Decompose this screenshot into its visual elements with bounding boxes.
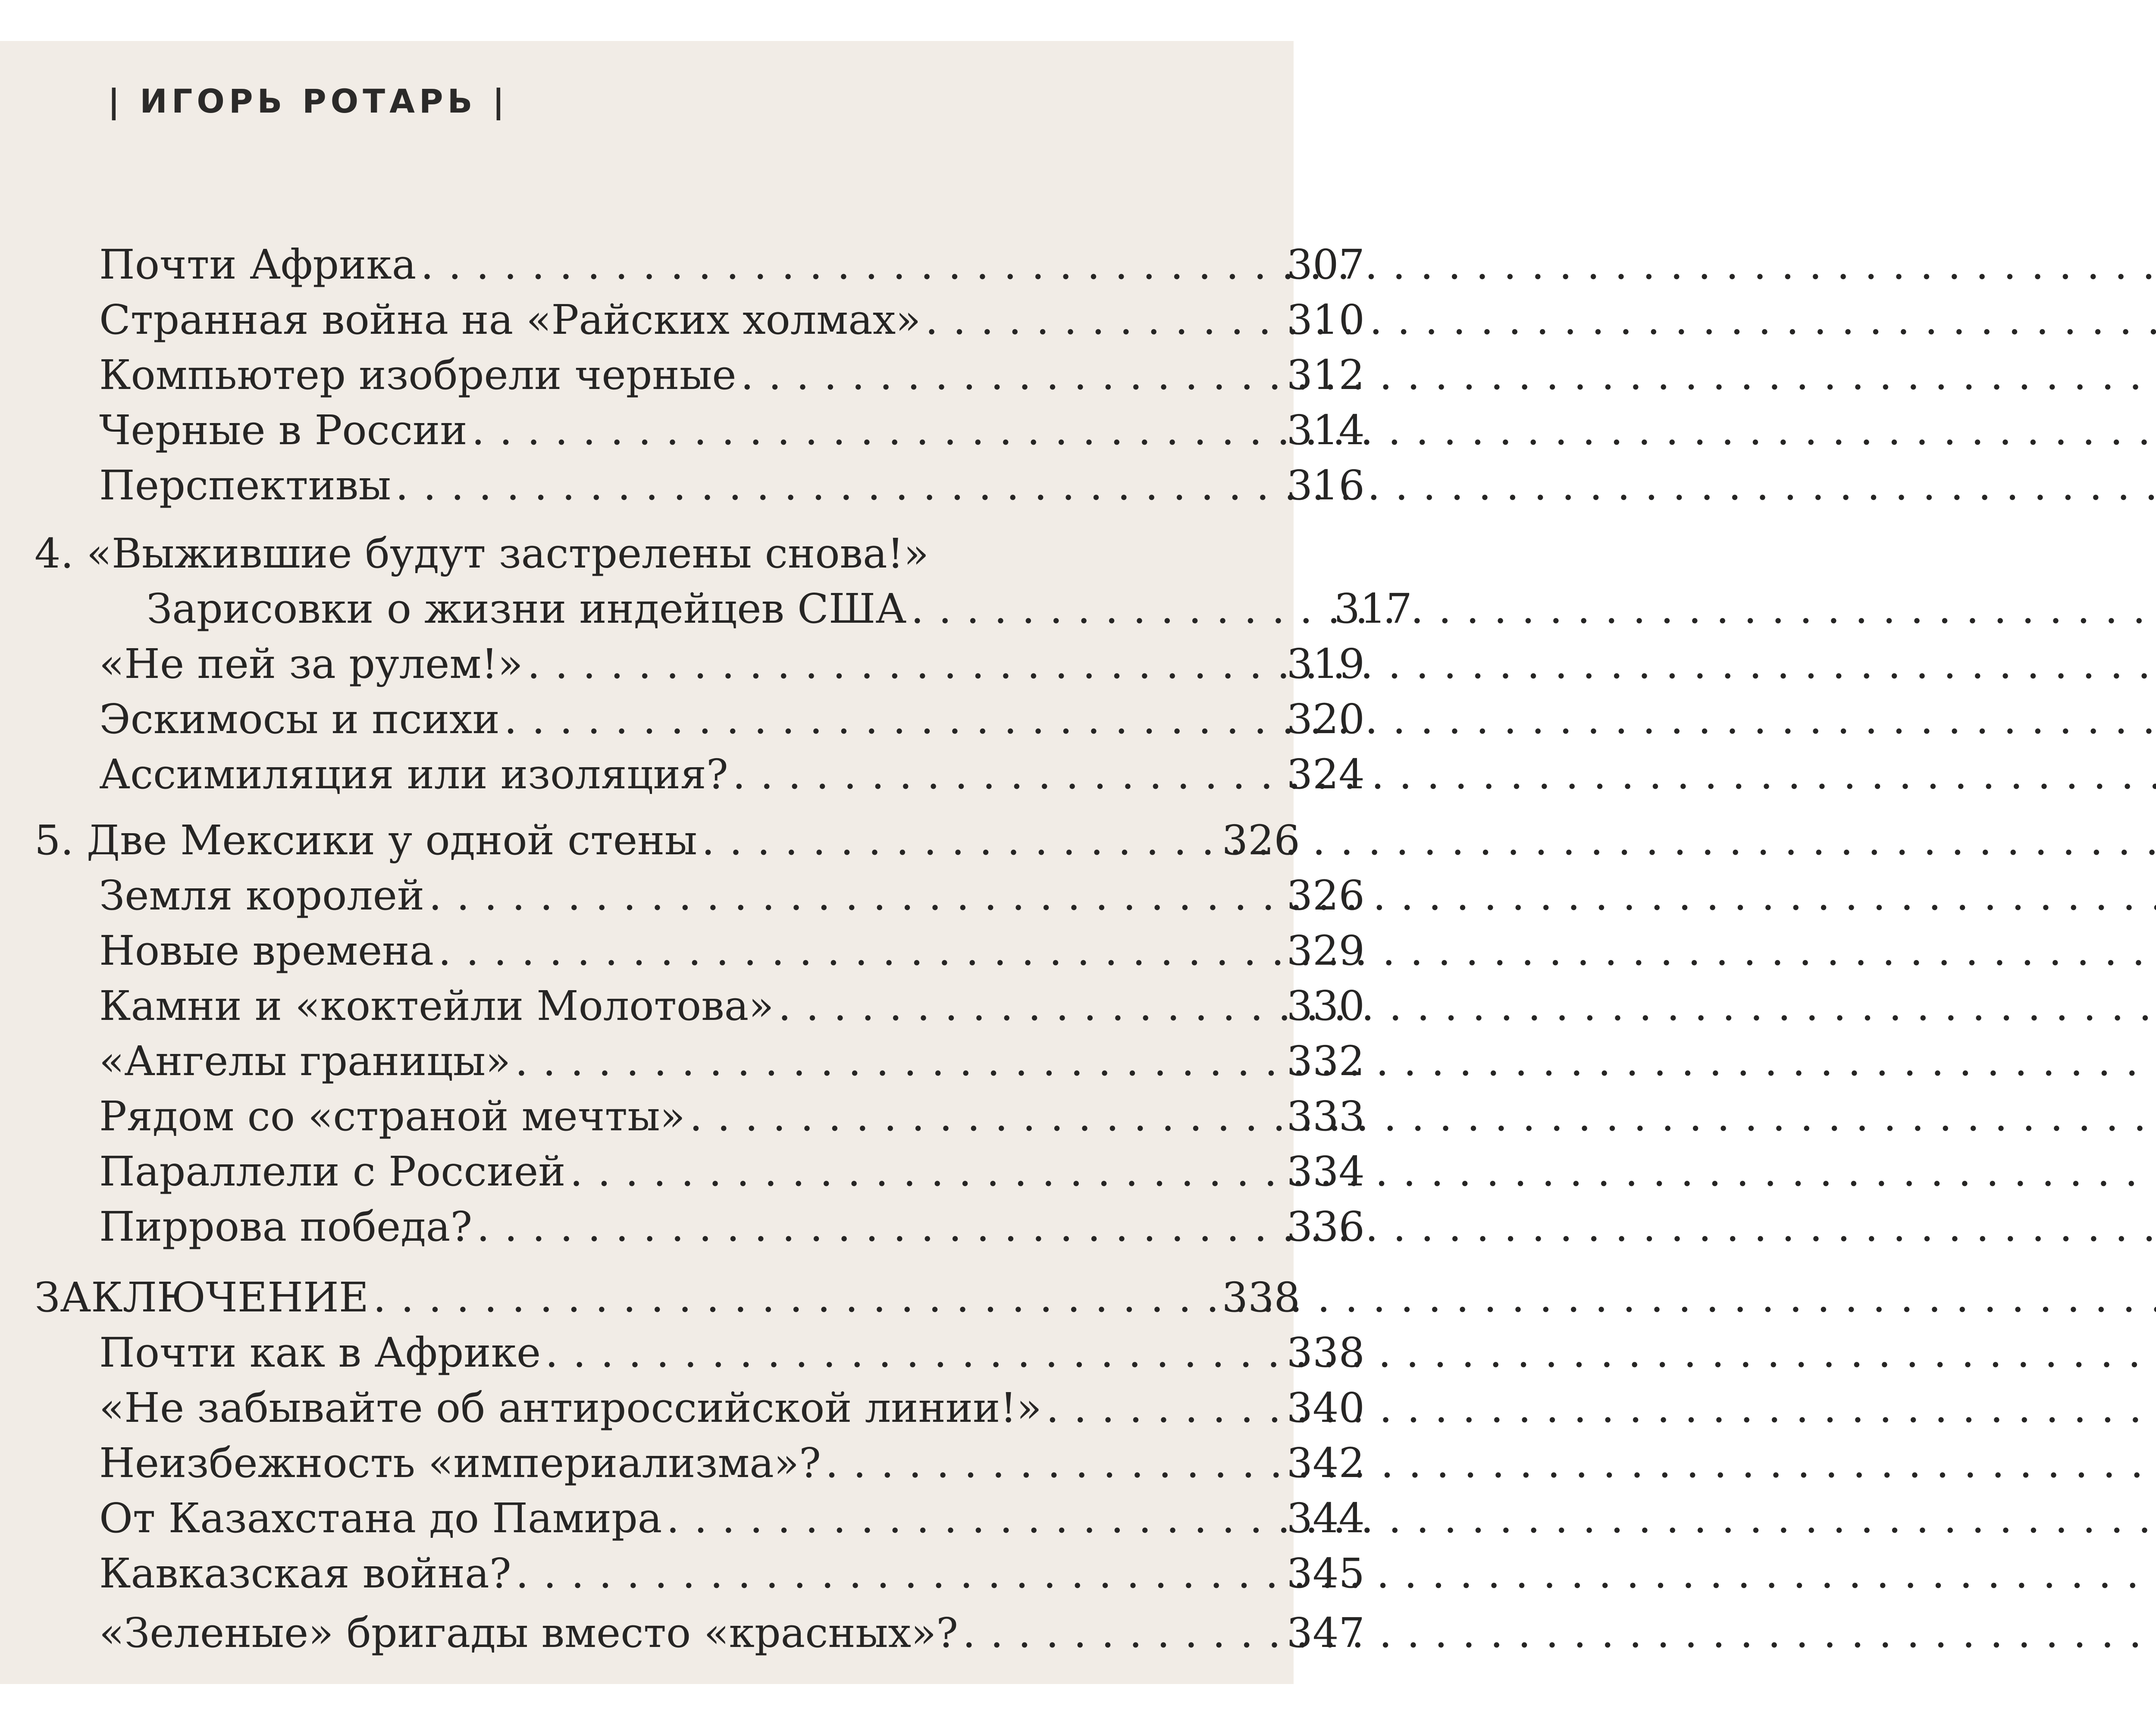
toc-entry-title: ЗАКЛЮЧЕНИЕ [34, 1274, 369, 1321]
dot-leader [438, 923, 1282, 979]
toc-entry [0, 348, 1365, 403]
toc-entry-page: 330 [1286, 982, 1365, 1030]
toc-entry [0, 747, 1365, 802]
toc-entry-page: 324 [1286, 751, 1365, 798]
toc-section-heading [0, 526, 1300, 581]
toc-entry-page: 314 [1286, 407, 1365, 454]
dot-leader [702, 813, 1218, 868]
dot-leader [925, 292, 1282, 348]
dot-leader [516, 1546, 1282, 1601]
toc-entry-title: Рядом со «страной мечты» [99, 1093, 685, 1140]
toc-entry-page: 340 [1286, 1384, 1365, 1432]
toc-entry-page: 326 [1286, 872, 1365, 919]
toc-entry-page: 317 [1334, 585, 1412, 633]
toc-section-heading [0, 1270, 1300, 1325]
toc-entry-title: Пиррова победа? [99, 1203, 473, 1251]
toc-entry-title: Ассимиляция или изоляция? [99, 751, 728, 798]
toc-entry [0, 1606, 1365, 1661]
toc-entry-page: 338 [1286, 1329, 1365, 1377]
toc-entry-title: Черные в России [99, 407, 467, 454]
toc-entry [0, 237, 1365, 292]
toc-entry-title: Новые времена [99, 927, 434, 975]
dot-leader [570, 1144, 1282, 1199]
toc-entry-page: 342 [1286, 1440, 1365, 1487]
toc-entry [0, 1089, 1365, 1144]
dot-leader [741, 348, 1282, 403]
toc-entry [0, 1436, 1365, 1491]
toc-entry [0, 1034, 1365, 1089]
toc-entry-title: «Зеленые» бригады вместо «красных»? [99, 1609, 959, 1657]
toc-entry-title: Странная война на «Райских холмах» [99, 296, 921, 344]
toc-entry-page: 329 [1286, 927, 1365, 975]
toc-entry-title: Зарисовки о жизни индейцев США [147, 585, 907, 633]
toc-entry [0, 1325, 1365, 1380]
toc-entry [0, 1546, 1365, 1601]
dot-leader [472, 403, 1282, 458]
toc-entry-title: «Не пей за рулем!» [99, 640, 523, 688]
toc-entry-page: 338 [1222, 1274, 1300, 1321]
toc-entry-page: 326 [1222, 817, 1300, 864]
toc-entry [0, 403, 1365, 458]
toc-entry [0, 1199, 1365, 1255]
dot-leader [420, 237, 1282, 292]
dot-leader [911, 581, 1329, 637]
toc-entry-title: Параллели с Россией [99, 1148, 566, 1195]
dot-leader [545, 1325, 1282, 1380]
toc-entry-page: 316 [1286, 462, 1365, 509]
dot-leader [666, 1491, 1282, 1546]
toc-entry-title: Эскимосы и психи [99, 696, 500, 743]
toc-entry-page: 312 [1286, 351, 1365, 399]
dot-leader [504, 692, 1282, 747]
toc-entry-page: 345 [1286, 1550, 1365, 1597]
toc-entry-title: Почти Африка [99, 241, 417, 289]
toc-entry-title: «Ангелы границы» [99, 1038, 511, 1085]
toc-entry-page: 336 [1286, 1203, 1365, 1251]
dot-leader [825, 1436, 1282, 1491]
toc-entry-page: 307 [1286, 241, 1365, 289]
dot-leader [373, 1270, 1218, 1325]
toc-entry-title: Земля королей [99, 872, 425, 919]
dot-leader [515, 1034, 1282, 1089]
toc-entry [0, 581, 1412, 637]
dot-leader [476, 1199, 1282, 1255]
dot-leader [1046, 1380, 1282, 1436]
toc-entry-title: Перспективы [99, 462, 391, 509]
toc-entry-title: Неизбежность «империализма»? [99, 1440, 821, 1487]
dot-leader [527, 637, 1282, 692]
toc-entry [0, 1491, 1365, 1546]
toc-entry [0, 292, 1365, 348]
toc-entry [0, 1144, 1365, 1199]
toc-entry [0, 1380, 1365, 1436]
dot-leader [733, 747, 1282, 802]
toc-entry-title: 5. Две Мексики у одной стены [34, 817, 697, 864]
toc-entry-page: 333 [1286, 1093, 1365, 1140]
dot-leader [395, 458, 1282, 513]
toc-entry [0, 458, 1365, 513]
toc-entry-page: 332 [1286, 1038, 1365, 1085]
toc-entry-title: Компьютер изобрели черные [99, 351, 736, 399]
toc-entry-page: 320 [1286, 696, 1365, 743]
toc-entry [0, 868, 1365, 923]
running-header: | ИГОРЬ РОТАРЬ | [108, 82, 509, 120]
dot-leader [429, 868, 1282, 923]
toc-entry [0, 692, 1365, 747]
toc-entry-title: Кавказская война? [99, 1550, 511, 1597]
toc-entry-page: 334 [1286, 1148, 1365, 1195]
toc-entry-title: 4. «Выжившие будут застрелены снова!» [34, 530, 929, 577]
toc-entry-page: 344 [1286, 1495, 1365, 1542]
toc-entry-page: 319 [1286, 640, 1365, 688]
toc-entry-title: Почти как в Африке [99, 1329, 541, 1377]
toc-section-heading [0, 813, 1300, 868]
toc-entry-page: 310 [1286, 296, 1365, 344]
toc-entry [0, 923, 1365, 979]
dot-leader [689, 1089, 1282, 1144]
book-page [0, 41, 1412, 1684]
toc-entry [0, 637, 1365, 692]
toc-entry-title: Камни и «коктейли Молотова» [99, 982, 774, 1030]
toc-entry [0, 979, 1365, 1034]
dot-leader [778, 979, 1282, 1034]
toc-entry-title: «Не забывайте об антироссийской линии!» [99, 1384, 1042, 1432]
dot-leader [962, 1606, 1282, 1661]
toc-entry-page: 347 [1286, 1609, 1365, 1657]
toc-entry-title: От Казахстана до Памира [99, 1495, 662, 1542]
